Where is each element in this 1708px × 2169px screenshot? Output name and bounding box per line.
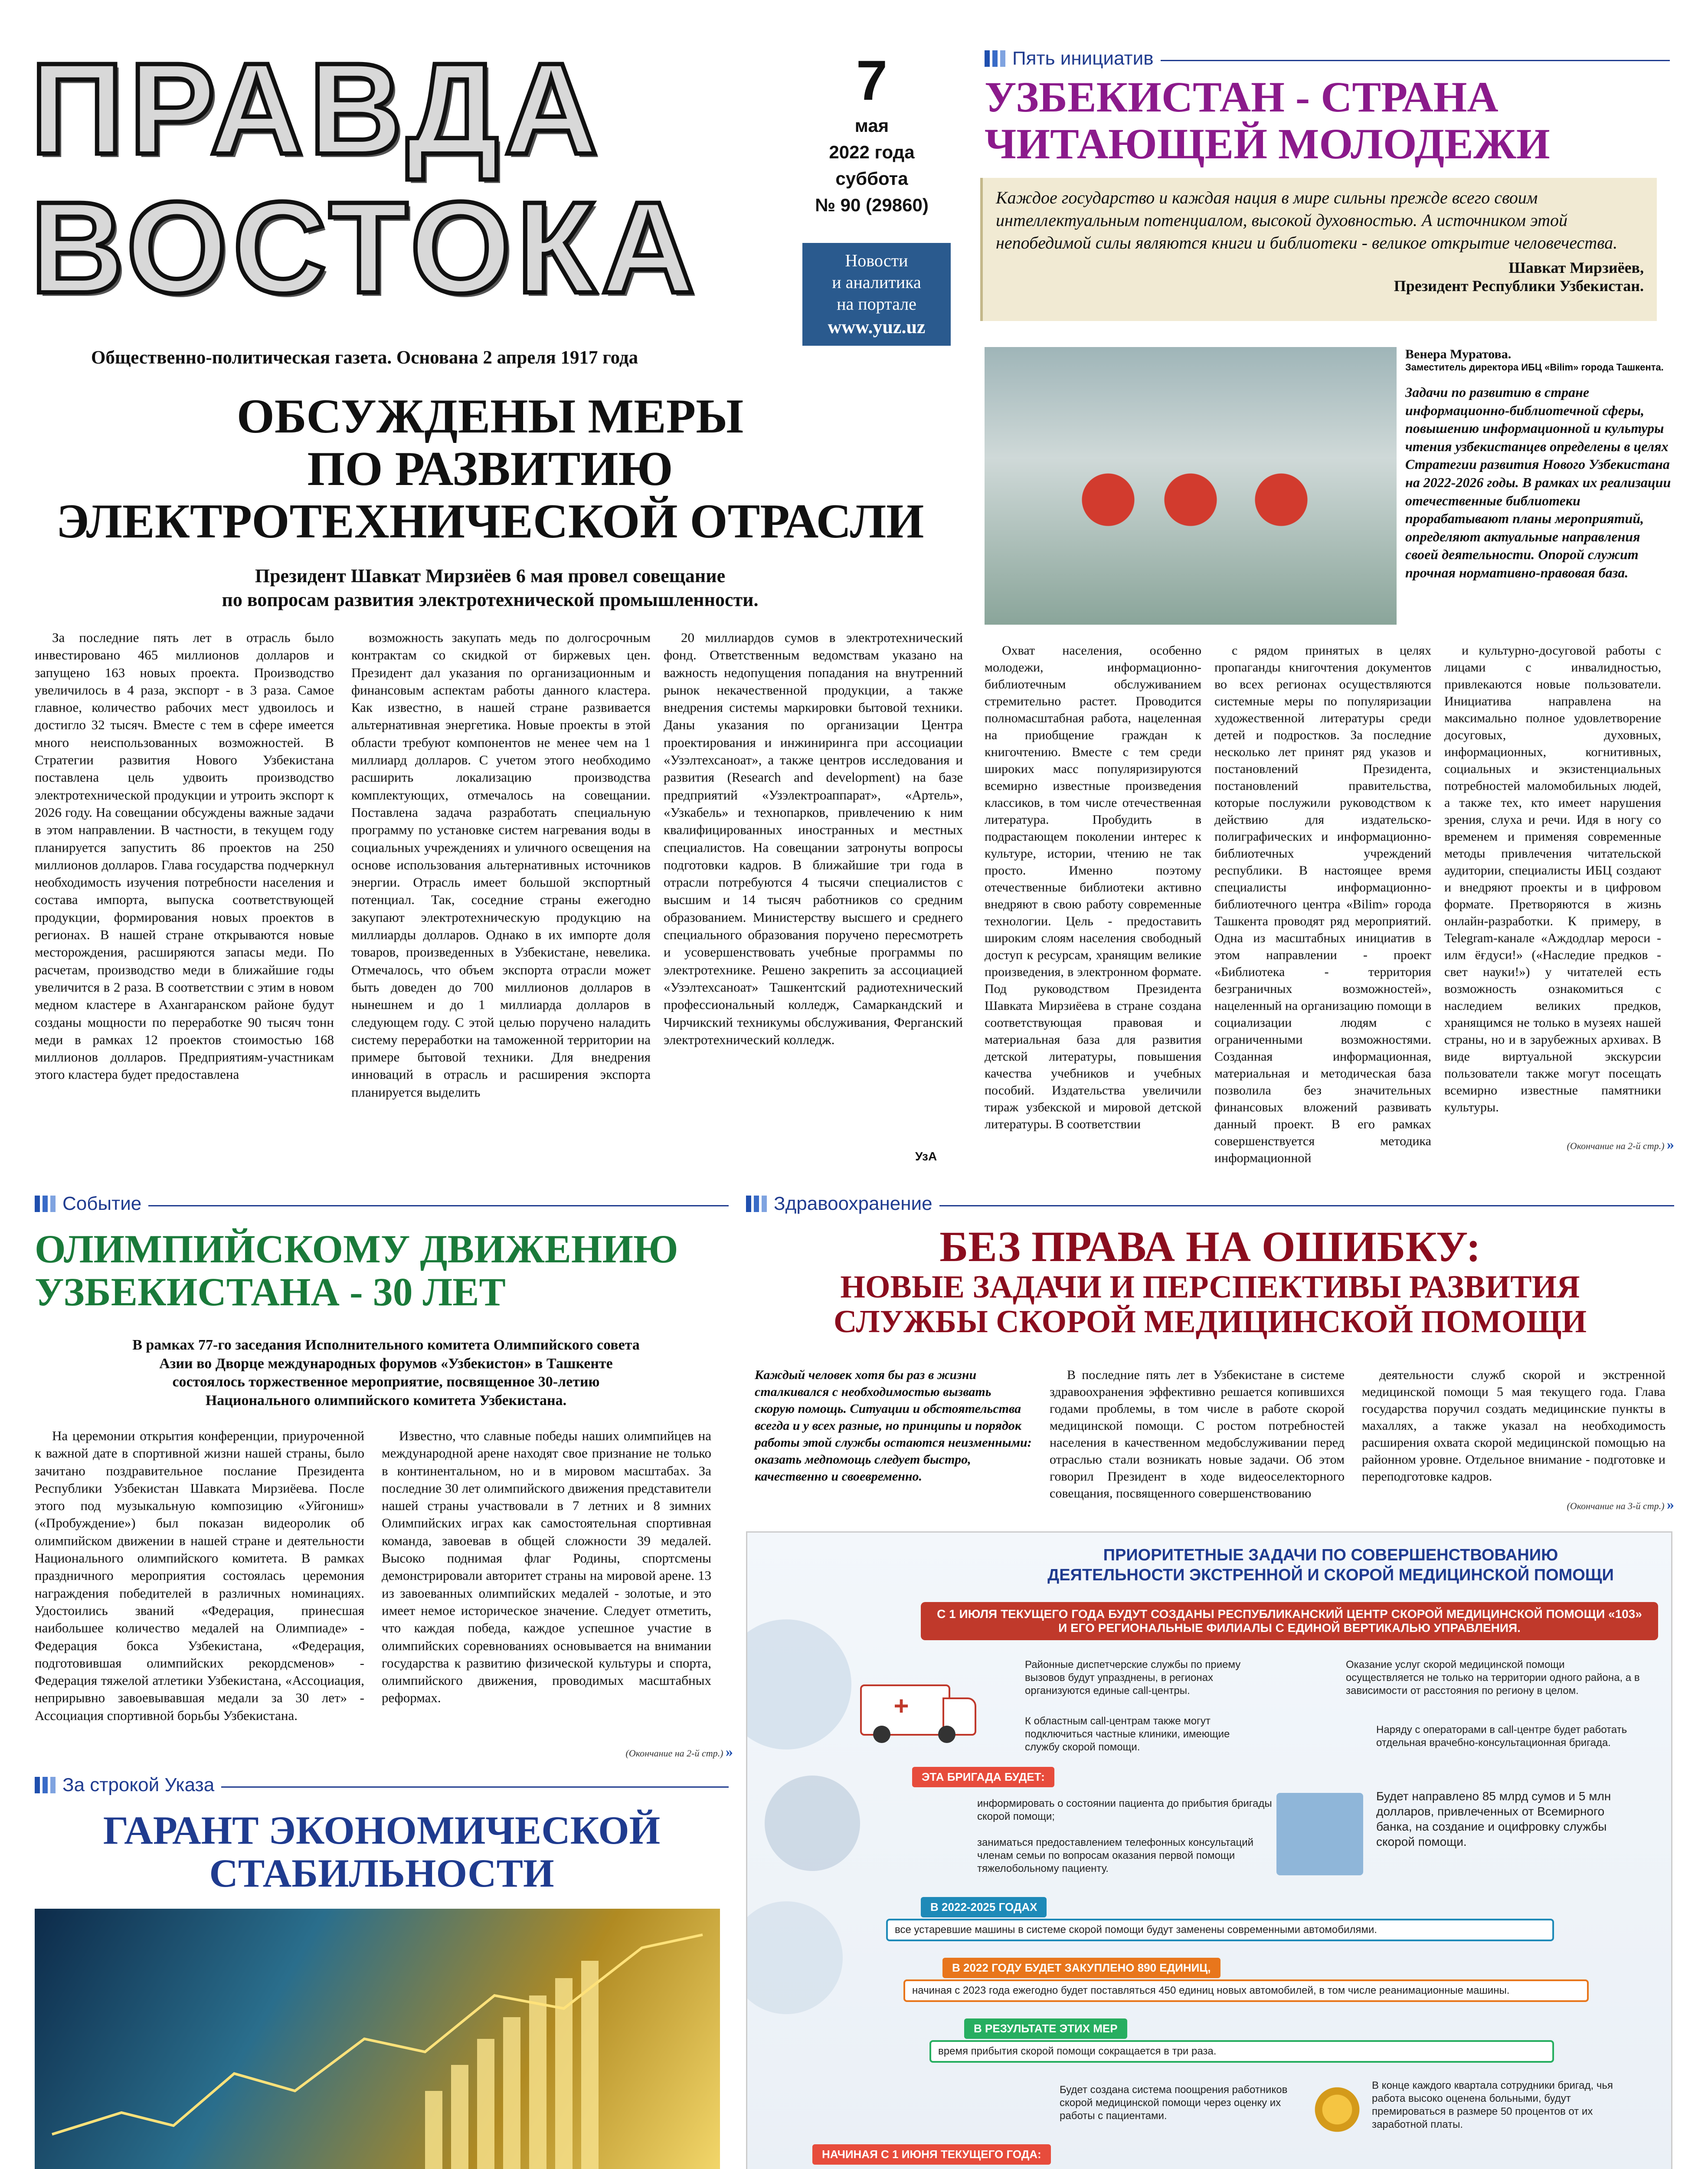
article5-title-line3: СЛУЖБЫ СКОРОЙ МЕДИЦИНСКОЙ ПОМОЩИ xyxy=(833,1304,1587,1340)
note1: Районные диспетчерские службы по приему вызовов будут упразднены, в регионах организуются единые call-центры. xyxy=(1025,1659,1241,1697)
brigade-item-1: информировать о состоянии пациента до прибытия бригады скорой помощи; xyxy=(977,1798,1272,1822)
economy-photo xyxy=(35,1909,720,2169)
hexagon-decor-icon xyxy=(765,1776,860,1871)
article1-col2 xyxy=(351,629,651,1101)
bar-2022-2025: все устаревшие машины в системе скорой помощи будут заменены современными автомобилями. xyxy=(886,1919,1554,1941)
article1-lead xyxy=(43,564,937,612)
rubric-bars-icon xyxy=(35,1777,56,1793)
article3-rubric xyxy=(35,1193,148,1215)
article4-title-line2: СТАБИЛЬНОСТИ xyxy=(209,1851,554,1896)
rubric-bars-icon xyxy=(746,1196,767,1212)
infographic-title-line2: ДЕЯТЕЛЬНОСТИ ЭКСТРЕННОЙ И СКОРОЙ МЕДИЦИНСКОЙ ПОМОЩИ xyxy=(1047,1566,1614,1584)
issue-weekday: суббота xyxy=(835,168,908,189)
article2-quote: Каждое государство и каждая нация в мире сильны прежде всего своим интеллектуальным потенциалом, высокой духовностью. А источником этой непобедимой силы являются книги и библиотеки - великое открытие человечества. xyxy=(996,188,1618,252)
logo-line-1: ПРАВДА xyxy=(30,36,604,181)
infographic xyxy=(746,1531,1672,2169)
tag-890-units: В 2022 ГОДУ БУДЕТ ЗАКУПЛЕНО 890 ЕДИНИЦ, xyxy=(942,1958,1220,1978)
issue-date-block xyxy=(794,48,950,219)
article2-continued-label: (Окончание на 2-й стр.) xyxy=(1567,1140,1665,1151)
portal-box[interactable] xyxy=(802,243,951,346)
tag-2022-2025: В 2022-2025 ГОДАХ xyxy=(921,1897,1047,1917)
brigade-item-2: заниматься предоставлением телефонных консультаций членам семьи по вопросам оказания первой помощи тяжелобольному пациенту. xyxy=(977,1837,1254,1874)
article4-rubric xyxy=(35,1774,221,1796)
article5-continued-label: (Окончание на 3-й стр.) xyxy=(1567,1501,1665,1511)
note4: Наряду с операторами в call-центре будет работать отдельная врачебно-консультационная бригада. xyxy=(1376,1724,1627,1749)
article1-col2-text: возможность закупать медь по долгосрочным контрактам со скидкой от биржевых цен. Президент дал указания по организационным и финансовым аспектам работы данного кластера. Как известно, в нашей стране развивается альтернативная энергетика. Новые проекты в этой области требуют компонентов не менее чем на 1 миллиард долларов. С учетом этого необходимо расширить локализацию производства комплектующих, отмечалось на совещании. Поставлена задача разработать специальную программу по установке систем нагревания воды в социальных учреждениях и уличного освещения на основе использования альтернативных источников энергии. Отрасль имеет большой экспортный потенциал. Так, соседние страны ежегодно закупают электротехническую продукцию на миллиарды долларов. Однако в их импорте доля товаров, произведенных в Узбекистане, невелика. Отмечалось, что объем экспорта отрасли может быть доведен до 700 миллионов долларов в нынешнем и до 1 миллиарда долларов в следующем году. С этой целью поручено наладить систему переработки на таможенной территории на примере бытовой техники. Для внедрения инноваций в отрасль и расширения экспорта планируется выделить xyxy=(351,630,651,1100)
article2-col3-text: и культурно-досуговой работы с лицами с инвалидностью, привлекаются новые пользователи. Инициатива направлена на максимально полное удовлетворение досуговых, духовных, информационных, когнитивных, социальных и экзистенциальных потребностей маломобильных людей, а также тех, кто имеет нарушения зрения, слуха и речи. Идя в ногу со временем и применяя современные методы привлечения читательской аудитории, специалисты ИБЦ создают и внедряют проекты и в цифровом формате. Претворяются в жизнь онлайн-разработки. К примеру, в Telegram-канале «Аждодлар мероси - илм ёғдуси!» («Наследие предков - свет науки!») у читателей есть возможность ознакомиться с наследием великих предков, хранящимся не только в музеях нашей страны, но и в зарубежных архивах. В виде виртуальной экскурсии пользователи также могут посещать всемирно известные памятники культуры. xyxy=(1444,643,1661,1114)
article2-title-line1: УЗБЕКИСТАН - СТРАНА xyxy=(985,73,1499,121)
note5: Будет создана система поощрения работников скорой медицинской помощи через оценку их работы с пациентами. xyxy=(1060,2084,1288,2122)
article1-col3 xyxy=(664,629,963,1048)
article4-title-line1: ГАРАНТ ЭКОНОМИЧЕСКОЙ xyxy=(103,1808,661,1852)
article2-col1 xyxy=(985,642,1201,1133)
infographic-band1: С 1 ИЮЛЯ ТЕКУЩЕГО ГОДА БУДУТ СОЗДАНЫ РЕСПУБЛИКАНСКИЙ ЦЕНТР СКОРОЙ МЕДИЦИНСКОЙ ПОМОЩИ «103» И ЕГО РЕГИОНАЛЬНЫЕ ФИЛИАЛЫ С ЕДИНОЙ ВЕРТИКАЛЬЮ УПРАВЛЕНИЯ. xyxy=(921,1602,1658,1640)
article1-title-line1: ОБСУЖДЕНЫ МЕРЫ xyxy=(236,390,744,443)
article1-lead-line1: Президент Шавкат Мирзиёев 6 мая провел совещание xyxy=(255,565,726,586)
article2-quote-author-title: Президент Республики Узбекистан. xyxy=(1394,277,1644,295)
article2-author-title: Заместитель директора ИБЦ «Bilim» города Ташкента. xyxy=(1405,362,1664,373)
article5-lead: Каждый человек хотя бы раз в жизни сталкивался с необходимостью вызвать скорую помощь. Ситуации и обстоятельства всегда и у всех разные, но принципы и порядок работы этой службы остаются неизменными: оказать медпомощь следует быстро, качественно и своевременно. xyxy=(755,1368,1032,1484)
article2-quote-author: Шавкат Мирзиёев, xyxy=(1508,259,1644,276)
article4-rubric-label: За строкой Указа xyxy=(62,1774,215,1795)
continue-arrow-icon: » xyxy=(1667,1137,1674,1153)
article1-title-line2: ПО РАЗВИТИЮ xyxy=(307,442,673,496)
article5-col1 xyxy=(1050,1366,1345,1502)
economy-chart-graphic xyxy=(35,1909,720,2169)
continue-arrow-icon: » xyxy=(726,1744,733,1760)
issue-month: мая xyxy=(854,115,889,136)
article2-author-name: Венера Муратова. xyxy=(1405,347,1512,361)
article3-col1-text: На церемонии открытия конференции, приуроченной к важной дате в спортивной жизни нашей страны, было зачитано поздравительное послание Президента Республики Узбекистан Шавката Мирзиёева. После этого под музыкальную композицию «Уйгониш» («Пробуждение») был показан видеоролик об олимпийском движении в нашей стране и деятельности Национального олимпийского комитета. В рамках праздничного мероприятия состоялась церемония награждения победителей в различных номинациях. Удостоились званий «Федерация, принесшая наибольшее количество медалей на Олимпиаде» - Федерация бокса Узбекистана, «Федерация, подготовившая олимпийских рекордсменов» - Федерация тяжелой атлетики Узбекистана, «Ассоциация, неприрывно завоевывавшая медали за 30 лет» - Ассоциация спортивной борьбы Узбекистана. xyxy=(35,1428,364,1723)
article2-title-line2: ЧИТАЮЩЕЙ МОЛОДЕЖИ xyxy=(985,120,1550,168)
masthead-tagline: Общественно-политическая газета. Основана 2 апреля 1917 года xyxy=(91,347,638,368)
article2-col2 xyxy=(1214,642,1431,1166)
article5-col1-text: В последние пять лет в Узбекистане в системе здравоохранения эффективно решается копившихся годами проблемы, в том числе в работе скорой медицинской помощи. С ростом потребностей населения в качественном медобслуживании перед отраслью стали возникать новые задачи. Об этом говорил Президент в ходе видеоселекторного совещания, посвященного совершенствованию xyxy=(1050,1368,1345,1501)
article3-title-line1: ОЛИМПИЙСКОМУ ДВИЖЕНИЮ xyxy=(35,1227,678,1271)
infographic-title xyxy=(1008,1546,1654,1585)
article3-title-line2: УЗБЕКИСТАНА - 30 ЛЕТ xyxy=(35,1270,506,1314)
article2-col3 xyxy=(1444,642,1661,1116)
portal-line-3: на портале xyxy=(837,294,916,314)
portal-url[interactable]: www.yuz.uz xyxy=(828,316,926,337)
tag-result: В РЕЗУЛЬТАТЕ ЭТИХ МЕР xyxy=(964,2018,1127,2039)
article2-col1-text: Охват населения, особенно молодежи, информационно-библиотечным обслуживанием стремительно растет. Проводится полномасштабная работа, нацеленная на приобщение граждан к книгочтению. Вместе с тем среди широких масс популяризируются всемирно известные произведения классиков, в том числе отечественная литература. Пробудить в подрастающем поколении интерес к культуре, истории, чтению не так просто. Именно поэтому отечественные библиотеки активно внедряют в свою работу современные технологии. Цель - предоставить широким слоям населения свободный доступ к ресурсам, хранящим великие произведения, в электронном формате. Под руководством Президента Шавката Мирзиёева в стране создана соответствующая правовая и материальная база для развития детской литературы, повышения качества учебников и учебных пособий. Издательства увеличили тираж узбекской и мировой детской литературы. В соответствии xyxy=(985,643,1201,1131)
article5-title-line2: НОВЫЕ ЗАДАЧИ И ПЕРСПЕКТИВЫ РАЗВИТИЯ xyxy=(840,1269,1580,1305)
article3-title xyxy=(35,1228,729,1314)
money-note: Будет направлено 85 млрд сумов и 5 млн долларов, привлеченных от Всемирного банка, на создание и оцифровку службы скорой помощи. xyxy=(1376,1789,1611,1848)
brigade-tag: ЭТА БРИГАДА БУДЕТ: xyxy=(912,1767,1054,1787)
article1-source: УзА xyxy=(915,1150,937,1163)
rubric-bars-icon xyxy=(35,1196,56,1212)
article5-rubric xyxy=(746,1193,939,1215)
article4-title xyxy=(35,1809,729,1895)
article3-lead: В рамках 77-го заседания Исполнительного комитета Олимпийского совета Азии во Дворце международных форумов «Узбекистон» в Ташкенте состоялось торжественное мероприятие, посвященное 30-летию Национального олимпийского комитета Узбекистана. xyxy=(132,1337,640,1409)
article5-title-line1: БЕЗ ПРАВА НА ОШИБКУ: xyxy=(939,1222,1481,1271)
rubric-bars-icon xyxy=(985,50,1005,67)
note3: К областным call-центрам также могут подключиться частные клиники, имеющие службу скорой помощи. xyxy=(1025,1715,1230,1753)
article3-col2-text: Известно, что славные победы наших олимпийцев на международной арене находят свое признание не только в континентальном, но и в мировом масштабах. За последние 30 лет олимпийского движения представители нашей страны участвовали в 7 летних и 8 зимних Олимпийских играх как самостоятельная спортивная команда, завоевав в общей сложности 39 медалей. Высоко поднимая флаг Родины, спортсмены демонстрировали авторитет страны на мировой арене. 13 из завоеванных олимпийских медалей - золотые, и это имеет немое историческое значение. Следует отметить, что каждая победа, каждое успешное участие в олимпийских соревнованиях основывается на внимании государства к развитию физической культуры и спорта, олимпийского движения, проводимых масштабных реформах. xyxy=(382,1428,711,1706)
article2-continued[interactable] xyxy=(1561,1137,1674,1153)
hexagon-decor-icon xyxy=(746,1619,851,1750)
article5-title xyxy=(755,1223,1665,1340)
bar-result: время прибытия скорой помощи сокращается в три раза. xyxy=(929,2040,1554,2063)
article3-col2 xyxy=(382,1427,711,1707)
article2-lead: Задачи по развитию в стране информационно-библиотечной сферы, повышению информационной и культуры чтения узбекистанцев определены в целях Стратегии развития Нового Узбекистана на 2022-2026 годы. В рамках их реализации отечественные библиотеки прорабатывают планы мероприятий, определяют актуальные направления своей деятельности. Опорой служит прочная нормативно-правовая база. xyxy=(1405,384,1671,580)
article2-title xyxy=(985,74,1679,167)
infographic-title-line1: ПРИОРИТЕТНЫЕ ЗАДАЧИ ПО СОВЕРШЕНСТВОВАНИЮ xyxy=(1103,1546,1558,1564)
children-reading-photo xyxy=(985,347,1397,625)
article1-title-line3: ЭЛЕКТРОТЕХНИЧЕСКОЙ ОТРАСЛИ xyxy=(56,494,924,548)
note6: В конце каждого квартала сотрудники бригад, чья работа высоко оценена больными, будут премироваться в размере 50 процентов от их заработной платы. xyxy=(1372,2080,1613,2130)
ambulance-icon: + xyxy=(860,1667,973,1741)
bar-890-units: начиная с 2023 года ежегодно будет поставляться 450 единиц новых автомобилей, в том числе реанимационные машины. xyxy=(903,1979,1589,2002)
article2-col2-text: с рядом принятых в целях пропаганды книгочтения документов во всех регионах осуществляются системные меры по популяризации художественной литературы среди детей и подростков. За последние несколько лет принят ряд указов и постановлений Президента, постановлений правительства, которые послужили руководством к действию для издательско-полиграфических и информационно-библиотечных учреждений республики. В настоящее время специалисты информационно-библиотечного центра «Bilim» города Ташкента проводят ряд мероприятий. Одна из масштабных инициатив в этом направлении - проект «Библиотека - территория безграничных возможностей», нацеленный на организацию помощи в социализации людям с ограниченными возможностями. Созданная информационная, материальная и методическая база позволила без значительных финансовых вложений развивать данный проект. В его рамках совершенствуется методика информационной xyxy=(1214,643,1431,1165)
article3-continued[interactable] xyxy=(620,1744,733,1760)
note2: Оказание услуг скорой медицинской помощи осуществляется не только на территории одного района, а в зависимости от расстояния по региону в целом. xyxy=(1346,1659,1640,1697)
article2-rubric-label: Пять инициатив xyxy=(1012,48,1154,69)
article3-rubric-label: Событие xyxy=(62,1193,142,1214)
article3-col1 xyxy=(35,1427,364,1724)
article5-col2 xyxy=(1362,1366,1665,1485)
article1-col1-text: За последние пять лет в отрасль было инвестировано 465 миллионов долларов и запущено 163 новых проекта. Производство увеличилось в 4 раза, экспорт - в 3 раза. Самое главное, количество рабочих мест удвоилось и достигло 32 тысяч. Вместе с тем в сфере имеется много неиспользованных возможностей. В Стратегии развития Нового Узбекистана поставлена цель удвоить производство электротехнической продукции и утроить экспорт к 2026 году. На совещании обсуждены важные задачи в этом направлении. В частности, в текущем году планируется запустить 86 проектов на 250 миллионов долларов. Глава государства подчеркнул необходимость изучения потребности населения и состава импорта, выпуска соответствующей продукции, формирования новых проектов в регионах. В нашей стране открываются новые месторождения, расширяются запасы меди. По расчетам, производство меди в ближайшие годы увеличится в 2 раза. В соответствии с этим в новом медном кластере в Ахангаранском районе будут созданы мощности по переработке 90 тысяч тонн меди в рамках 12 проектов стоимостью 168 миллионов долларов. Предприятиям-участникам этого кластера будет предоставлена xyxy=(35,630,334,1082)
issue-day: 7 xyxy=(856,49,888,112)
article2-author-block xyxy=(1405,347,1674,582)
continue-arrow-icon: » xyxy=(1667,1497,1674,1513)
hospital-building-icon xyxy=(1276,1793,1363,1875)
article5-rubric-label: Здравоохранение xyxy=(774,1193,933,1214)
hexagon-decor-icon xyxy=(746,1901,843,2014)
portal-line-1: Новости xyxy=(845,251,908,270)
article3-continued-label: (Окончание на 2-й стр.) xyxy=(625,1748,723,1759)
article2-rubric xyxy=(985,48,1161,69)
issue-year: 2022 года xyxy=(829,141,915,162)
logo-line-2: ВОСТОКА xyxy=(30,174,700,320)
portal-line-2: и аналитика xyxy=(832,272,921,292)
coins-icon xyxy=(1311,2084,1363,2136)
article1-col3-text: 20 миллиардов сумов в электротехнический фонд. Ответственным ведомствам указано на важность недопущения попадания на внутренний рынок некачественной продукции, а также внедрения системы маркировки бытовой техники. Даны указания по организации Центра проектирования и инжиниринга при ассоциации «Узэлтехсаноат», а также центров исследования и развития (Research and development) на базе предприятий «Узэлектроаппарат», «Артель», «Узкабель» и технопарков, привлечению к ним квалифицированных иностранных и местных специалистов. На совещании затронуты вопросы подготовки кадров. В ближайшие три года в отрасли потребуются 4 тысячи специалистов с высшим и 14 тысяч работников со средним образованием. Министерству высшего и среднего специального образования поручено пересмотреть и усовершенствовать учебные программы по электротехнике. Решено закрепить за ассоциацией «Узэлтехсаноат» Ташкентский радиотехнический профессиональный колледж, Самаркандский и Чирчикский техникумы обслуживания, Ферганский электротехнический колледж. xyxy=(664,630,963,1047)
article5-col2-text: деятельности служб скорой и экстренной медицинской помощи 5 мая текущего года. Глава государства поручил создать медицинские пункты в махаллях, а также указал на необходимость расширения охвата скорой медицинской помощью на районном уровне. Отдельное внимание - подготовке и переподготовке кадров. xyxy=(1362,1368,1665,1484)
article2-quote-box xyxy=(980,178,1657,321)
article1-lead-line2: по вопросам развития электротехнической промышленности. xyxy=(222,589,759,610)
tag-june: НАЧИНАЯ С 1 ИЮНЯ ТЕКУЩЕГО ГОДА: xyxy=(812,2144,1051,2165)
article1-title xyxy=(43,390,937,548)
article5-continued[interactable] xyxy=(1561,1497,1674,1513)
article1-col1 xyxy=(35,629,334,1084)
issue-number: № 90 (29860) xyxy=(815,194,929,215)
